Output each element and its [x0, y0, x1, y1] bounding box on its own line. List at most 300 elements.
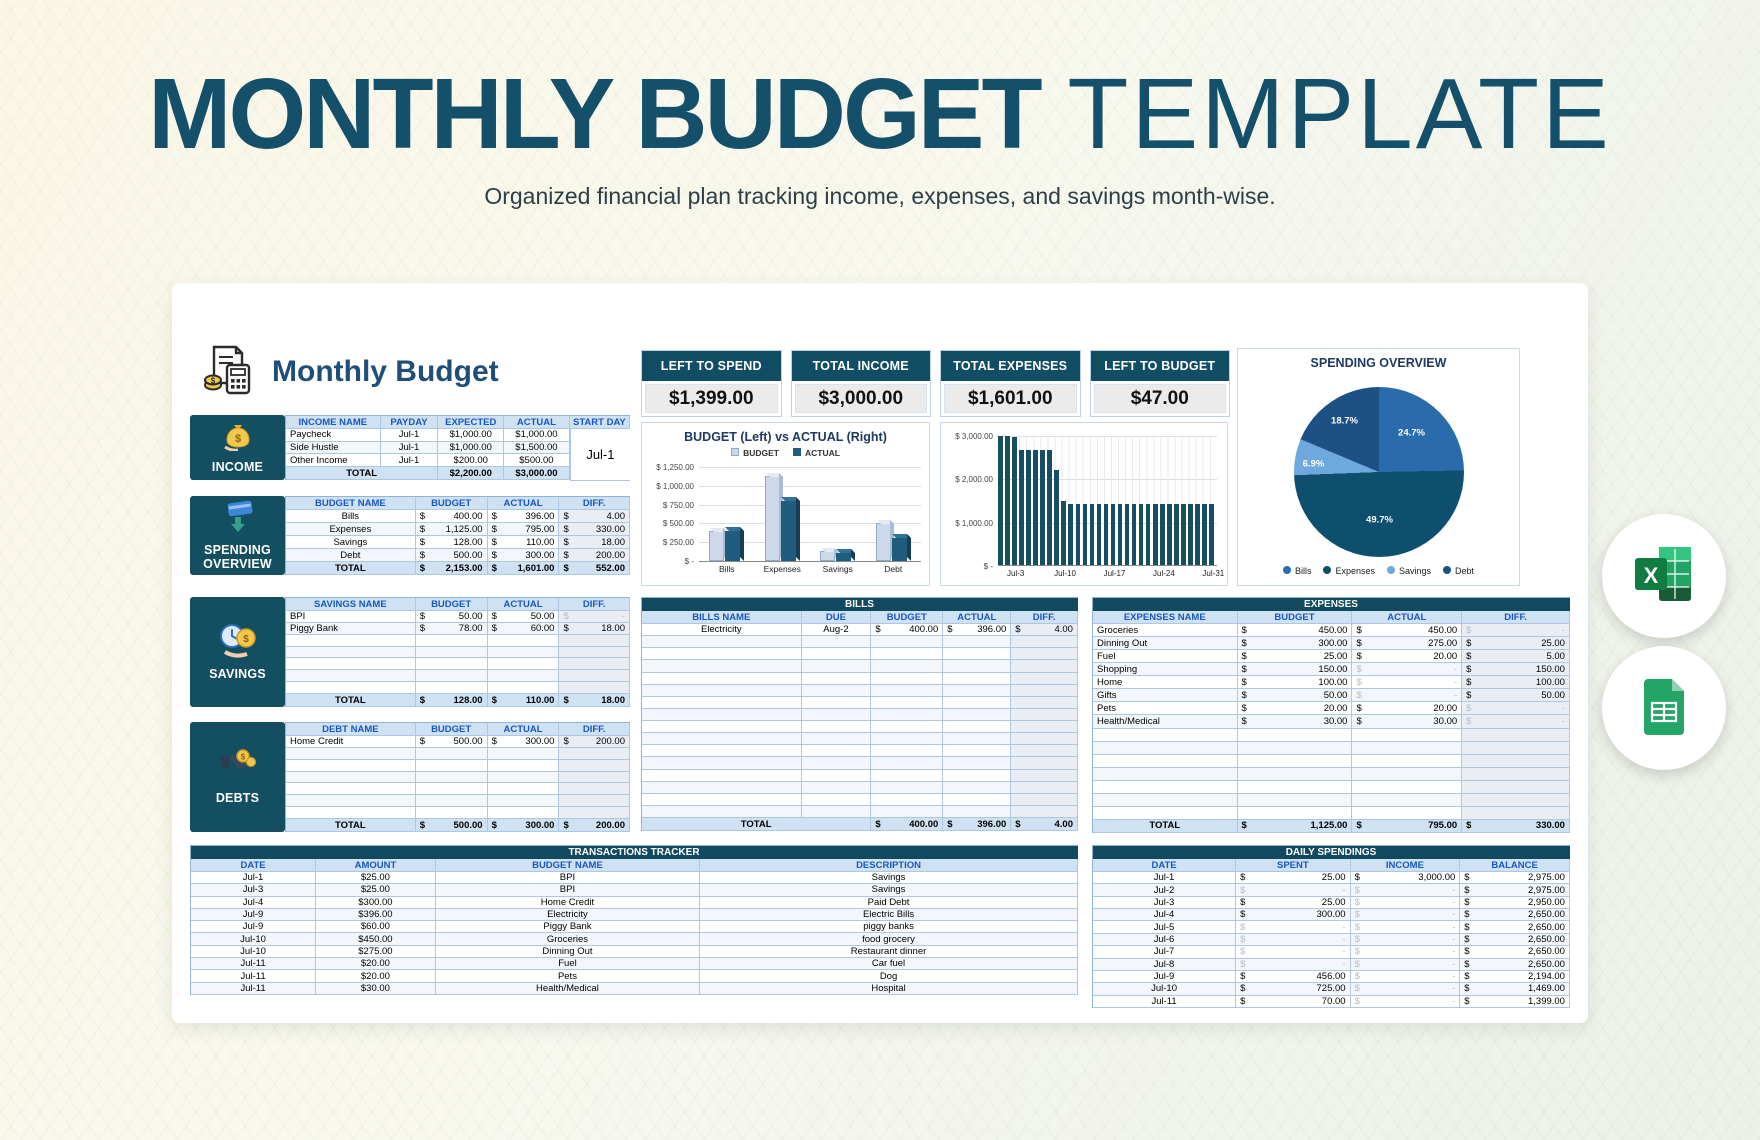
cell[interactable] — [488, 807, 560, 819]
cell[interactable] — [286, 748, 416, 760]
cell[interactable] — [559, 647, 630, 659]
cell[interactable] — [416, 807, 488, 819]
cell[interactable]: $ - — [1351, 971, 1461, 983]
cell[interactable]: Aug-2 — [802, 624, 872, 636]
cell[interactable] — [943, 685, 1011, 697]
cell[interactable] — [802, 757, 872, 769]
cell[interactable]: $ 5.00 — [1462, 650, 1570, 663]
cell[interactable] — [802, 685, 872, 697]
column-header[interactable]: BALANCE — [1460, 859, 1570, 872]
total-value[interactable]: $ 4.00 — [1011, 818, 1078, 831]
cell[interactable]: $ 300.00 — [488, 549, 560, 562]
cell[interactable]: $20.00 — [316, 958, 436, 970]
cell[interactable] — [488, 783, 560, 795]
column-header[interactable]: EXPENSES NAME — [1093, 611, 1238, 624]
total-value[interactable]: $ 795.00 — [1352, 820, 1462, 833]
total-label[interactable]: TOTAL — [642, 818, 871, 831]
cell[interactable] — [1011, 709, 1078, 721]
cell[interactable] — [416, 658, 488, 670]
cell[interactable] — [1352, 768, 1462, 781]
cell[interactable]: $ 396.00 — [943, 624, 1011, 636]
cell[interactable] — [642, 770, 802, 782]
cell[interactable]: $ 50.00 — [488, 611, 560, 623]
column-header[interactable]: INCOME NAME — [286, 416, 381, 429]
cell[interactable] — [1462, 742, 1570, 755]
cell[interactable]: $ 300.00 — [1236, 909, 1350, 921]
cell[interactable] — [1011, 636, 1078, 648]
cell[interactable]: BPI — [436, 872, 700, 884]
cell[interactable]: $396.00 — [316, 909, 436, 921]
cell[interactable]: Electric Bills — [700, 909, 1078, 921]
cell[interactable] — [1011, 770, 1078, 782]
cell[interactable]: Hospital — [700, 983, 1078, 995]
cell[interactable] — [1462, 768, 1570, 781]
cell[interactable] — [286, 783, 416, 795]
cell[interactable]: $ 2,650.00 — [1460, 934, 1570, 946]
cell[interactable] — [1238, 794, 1353, 807]
column-header[interactable]: BUDGET — [416, 723, 488, 736]
cell[interactable] — [416, 647, 488, 659]
column-header[interactable]: DIFF. — [559, 497, 630, 510]
cell[interactable] — [559, 635, 630, 647]
cell[interactable] — [1462, 781, 1570, 794]
cell[interactable] — [1352, 807, 1462, 820]
cell[interactable] — [871, 660, 943, 672]
cell[interactable]: Dinning Out — [1093, 637, 1238, 650]
cell[interactable] — [642, 733, 802, 745]
cell[interactable]: $ 150.00 — [1462, 663, 1570, 676]
cell[interactable] — [1011, 794, 1078, 806]
cell[interactable]: Jul-10 — [1093, 983, 1236, 995]
cell[interactable] — [943, 794, 1011, 806]
column-header[interactable]: BUDGET — [416, 497, 488, 510]
cell[interactable]: $ 2,650.00 — [1460, 946, 1570, 958]
column-header[interactable]: ACTUAL — [488, 497, 560, 510]
cell[interactable] — [559, 783, 630, 795]
cell[interactable]: $30.00 — [316, 983, 436, 995]
cell[interactable] — [642, 721, 802, 733]
cell[interactable]: Home — [1093, 676, 1238, 689]
cell[interactable]: Pets — [1093, 702, 1238, 715]
total-value[interactable]: $ 400.00 — [871, 818, 943, 831]
cell[interactable]: $ 30.00 — [1352, 715, 1462, 728]
cell[interactable]: $ - — [1236, 921, 1350, 933]
cell[interactable] — [871, 757, 943, 769]
cell[interactable] — [286, 635, 416, 647]
cell[interactable]: $ 300.00 — [488, 736, 560, 748]
cell[interactable] — [488, 682, 560, 694]
total-label[interactable]: TOTAL — [286, 467, 438, 480]
cell[interactable] — [488, 658, 560, 670]
cell[interactable] — [871, 673, 943, 685]
cell[interactable] — [642, 636, 802, 648]
cell[interactable] — [642, 685, 802, 697]
cell[interactable]: Electricity — [642, 624, 802, 636]
column-header[interactable]: DATE — [1093, 859, 1236, 872]
cell[interactable]: $ 50.00 — [1462, 689, 1570, 702]
cell[interactable] — [1462, 807, 1570, 820]
cell[interactable] — [416, 748, 488, 760]
cell[interactable]: $ 25.00 — [1238, 650, 1353, 663]
column-header[interactable]: DESCRIPTION — [700, 859, 1078, 872]
cell[interactable] — [1352, 729, 1462, 742]
cell[interactable] — [1238, 755, 1353, 768]
column-header[interactable]: INCOME — [1351, 859, 1461, 872]
cell[interactable] — [1462, 794, 1570, 807]
total-label[interactable]: TOTAL — [286, 562, 416, 575]
cell[interactable]: Groceries — [436, 933, 700, 945]
cell[interactable] — [802, 733, 872, 745]
cell[interactable]: $ 1,469.00 — [1460, 983, 1570, 995]
cell[interactable] — [1238, 742, 1353, 755]
cell[interactable]: $ 20.00 — [1238, 702, 1353, 715]
cell[interactable] — [642, 757, 802, 769]
cell[interactable] — [871, 782, 943, 794]
cell[interactable] — [559, 748, 630, 760]
cell[interactable] — [286, 658, 416, 670]
cell[interactable]: $ - — [1236, 934, 1350, 946]
cell[interactable] — [802, 745, 872, 757]
cell[interactable]: $ 2,975.00 — [1460, 884, 1570, 896]
cell[interactable]: Jul-11 — [1093, 996, 1236, 1008]
cell[interactable] — [802, 721, 872, 733]
cell[interactable]: $ - — [1351, 934, 1461, 946]
start-day-cell[interactable]: Jul-1 — [570, 429, 630, 481]
cell[interactable]: $ 450.00 — [1352, 624, 1462, 637]
cell[interactable]: $ - — [1352, 676, 1462, 689]
column-header[interactable]: ACTUAL — [1352, 611, 1462, 624]
cell[interactable]: $ 400.00 — [416, 510, 488, 523]
cell[interactable]: Piggy Bank — [286, 623, 416, 635]
cell[interactable]: $ 2,194.00 — [1460, 971, 1570, 983]
cell[interactable]: $60.00 — [316, 921, 436, 933]
column-header[interactable]: AMOUNT — [316, 859, 436, 872]
column-header[interactable]: DATE — [191, 859, 316, 872]
cell[interactable]: $ - — [1352, 663, 1462, 676]
cell[interactable]: $ 18.00 — [559, 536, 630, 549]
cell[interactable]: $ 70.00 — [1236, 996, 1350, 1008]
cell[interactable]: $1,000.00 — [504, 429, 570, 442]
cell[interactable]: $ 396.00 — [488, 510, 560, 523]
cell[interactable] — [286, 670, 416, 682]
cell[interactable]: Home Credit — [286, 736, 416, 748]
cell[interactable] — [416, 670, 488, 682]
column-header[interactable]: DIFF. — [559, 598, 630, 611]
cell[interactable]: Car fuel — [700, 958, 1078, 970]
column-header[interactable]: BUDGET — [416, 598, 488, 611]
cell[interactable] — [1011, 673, 1078, 685]
cell[interactable] — [559, 795, 630, 807]
cell[interactable]: Piggy Bank — [436, 921, 700, 933]
cell[interactable] — [871, 685, 943, 697]
cell[interactable]: $200.00 — [438, 454, 504, 467]
cell[interactable]: $ 18.00 — [559, 623, 630, 635]
total-value[interactable]: $ 18.00 — [559, 694, 630, 707]
cell[interactable]: $ 2,650.00 — [1460, 909, 1570, 921]
cell[interactable] — [559, 772, 630, 784]
cell[interactable] — [1011, 660, 1078, 672]
cell[interactable]: Other Income — [286, 454, 381, 467]
cell[interactable] — [943, 782, 1011, 794]
cell[interactable]: Side Hustle — [286, 442, 381, 455]
kpi-value[interactable]: $1,399.00 — [645, 384, 778, 413]
column-header[interactable]: SAVINGS NAME — [286, 598, 416, 611]
cell[interactable]: $ - — [1352, 689, 1462, 702]
cell[interactable]: Restaurant dinner — [700, 946, 1078, 958]
kpi-value[interactable]: $3,000.00 — [795, 384, 928, 413]
cell[interactable]: Jul-4 — [1093, 909, 1236, 921]
cell[interactable]: $ - — [1351, 959, 1461, 971]
cell[interactable]: $ 3,000.00 — [1351, 872, 1461, 884]
cell[interactable] — [802, 709, 872, 721]
cell[interactable]: $ 110.00 — [488, 536, 560, 549]
table-title-bar[interactable]: BILLS — [642, 598, 1078, 611]
cell[interactable] — [1011, 697, 1078, 709]
cell[interactable]: $ - — [1236, 959, 1350, 971]
cell[interactable]: $ - — [1351, 909, 1461, 921]
cell[interactable] — [642, 745, 802, 757]
total-value[interactable]: $ 552.00 — [559, 562, 630, 575]
google-sheets-app-badge[interactable] — [1602, 646, 1726, 770]
column-header[interactable]: EXPECTED — [438, 416, 504, 429]
total-value[interactable]: $ 110.00 — [488, 694, 560, 707]
cell[interactable] — [943, 648, 1011, 660]
cell[interactable]: $1,500.00 — [504, 442, 570, 455]
cell[interactable] — [416, 682, 488, 694]
cell[interactable] — [1011, 782, 1078, 794]
excel-app-badge[interactable] — [1602, 514, 1726, 638]
cell[interactable] — [1352, 755, 1462, 768]
total-value[interactable]: $ 1,125.00 — [1238, 820, 1353, 833]
cell[interactable] — [871, 770, 943, 782]
cell[interactable]: food grocery — [700, 933, 1078, 945]
cell[interactable] — [286, 682, 416, 694]
cell[interactable]: $ - — [1351, 983, 1461, 995]
cell[interactable] — [1093, 781, 1238, 794]
cell[interactable]: $ 1,125.00 — [416, 523, 488, 536]
cell[interactable] — [1011, 806, 1078, 818]
cell[interactable] — [802, 806, 872, 818]
cell[interactable] — [488, 635, 560, 647]
cell[interactable] — [943, 806, 1011, 818]
table-title-bar[interactable]: TRANSACTIONS TRACKER — [191, 846, 1078, 859]
total-label[interactable]: TOTAL — [1093, 820, 1238, 833]
cell[interactable]: $ 100.00 — [1238, 676, 1353, 689]
cell[interactable] — [286, 760, 416, 772]
cell[interactable]: Jul-3 — [191, 884, 316, 896]
cell[interactable]: $1,000.00 — [438, 442, 504, 455]
column-header[interactable]: DIFF. — [559, 723, 630, 736]
cell[interactable] — [488, 772, 560, 784]
cell[interactable]: $ 30.00 — [1238, 715, 1353, 728]
cell[interactable]: Jul-8 — [1093, 959, 1236, 971]
cell[interactable]: $ 795.00 — [488, 523, 560, 536]
cell[interactable] — [1011, 757, 1078, 769]
cell[interactable]: $ 4.00 — [559, 510, 630, 523]
cell[interactable] — [286, 647, 416, 659]
cell[interactable] — [1093, 807, 1238, 820]
cell[interactable]: Savings — [286, 536, 416, 549]
cell[interactable]: $ 2,975.00 — [1460, 872, 1570, 884]
cell[interactable]: Savings — [700, 884, 1078, 896]
cell[interactable] — [559, 682, 630, 694]
cell[interactable] — [802, 782, 872, 794]
cell[interactable] — [1093, 794, 1238, 807]
cell[interactable] — [1352, 794, 1462, 807]
cell[interactable]: Expenses — [286, 523, 416, 536]
cell[interactable] — [1238, 781, 1353, 794]
cell[interactable] — [1093, 755, 1238, 768]
cell[interactable] — [943, 733, 1011, 745]
cell[interactable]: $ 100.00 — [1462, 676, 1570, 689]
cell[interactable]: Jul-10 — [191, 946, 316, 958]
cell[interactable] — [416, 760, 488, 772]
cell[interactable]: $ - — [1351, 996, 1461, 1008]
cell[interactable] — [559, 760, 630, 772]
total-value[interactable]: $ 330.00 — [1462, 820, 1570, 833]
total-label[interactable]: TOTAL — [286, 694, 416, 707]
cell[interactable] — [559, 670, 630, 682]
cell[interactable] — [871, 794, 943, 806]
cell[interactable] — [802, 794, 872, 806]
cell[interactable] — [1011, 745, 1078, 757]
cell[interactable] — [802, 770, 872, 782]
cell[interactable]: Jul-9 — [191, 921, 316, 933]
cell[interactable] — [871, 733, 943, 745]
total-value[interactable]: $2,200.00 — [438, 467, 504, 480]
cell[interactable]: $500.00 — [504, 454, 570, 467]
cell[interactable]: Fuel — [436, 958, 700, 970]
cell[interactable] — [416, 795, 488, 807]
cell[interactable] — [943, 745, 1011, 757]
cell[interactable] — [642, 673, 802, 685]
cell[interactable] — [1238, 729, 1353, 742]
cell[interactable] — [416, 783, 488, 795]
cell[interactable]: $275.00 — [316, 946, 436, 958]
cell[interactable]: Jul-5 — [1093, 921, 1236, 933]
cell[interactable]: Dinning Out — [436, 946, 700, 958]
cell[interactable]: Jul-1 — [381, 454, 439, 467]
cell[interactable]: Groceries — [1093, 624, 1238, 637]
total-value[interactable]: $ 200.00 — [559, 819, 630, 832]
column-header[interactable]: ACTUAL — [943, 611, 1011, 624]
cell[interactable]: $ 200.00 — [559, 736, 630, 748]
cell[interactable]: Jul-11 — [191, 970, 316, 982]
cell[interactable]: Bills — [286, 510, 416, 523]
cell[interactable]: Paycheck — [286, 429, 381, 442]
total-value[interactable]: $ 128.00 — [416, 694, 488, 707]
cell[interactable] — [871, 806, 943, 818]
cell[interactable]: $ - — [1351, 897, 1461, 909]
cell[interactable]: Paid Debt — [700, 897, 1078, 909]
total-value[interactable]: $ 396.00 — [943, 818, 1011, 831]
column-header[interactable]: DIFF. — [1011, 611, 1078, 624]
cell[interactable]: Jul-11 — [191, 958, 316, 970]
total-value[interactable]: $ 500.00 — [416, 819, 488, 832]
cell[interactable] — [642, 794, 802, 806]
cell[interactable] — [802, 648, 872, 660]
cell[interactable]: Jul-9 — [191, 909, 316, 921]
column-header[interactable]: BUDGET — [871, 611, 943, 624]
cell[interactable]: $ 725.00 — [1236, 983, 1350, 995]
column-header[interactable]: SPENT — [1236, 859, 1350, 872]
cell[interactable] — [642, 697, 802, 709]
cell[interactable] — [642, 709, 802, 721]
cell[interactable] — [943, 721, 1011, 733]
cell[interactable]: $1,000.00 — [438, 429, 504, 442]
cell[interactable] — [871, 745, 943, 757]
cell[interactable]: $300.00 — [316, 897, 436, 909]
cell[interactable]: Jul-2 — [1093, 884, 1236, 896]
cell[interactable] — [1238, 807, 1353, 820]
cell[interactable]: $ 50.00 — [416, 611, 488, 623]
cell[interactable]: Jul-1 — [381, 442, 439, 455]
cell[interactable]: $ 2,650.00 — [1460, 921, 1570, 933]
column-header[interactable]: BUDGET NAME — [286, 497, 416, 510]
kpi-value[interactable]: $1,601.00 — [944, 384, 1077, 413]
cell[interactable]: $ 25.00 — [1236, 897, 1350, 909]
table-title-bar[interactable]: DAILY SPENDINGS — [1093, 846, 1570, 859]
cell[interactable] — [642, 782, 802, 794]
cell[interactable]: Fuel — [1093, 650, 1238, 663]
cell[interactable]: $20.00 — [316, 970, 436, 982]
cell[interactable]: Jul-9 — [1093, 971, 1236, 983]
cell[interactable] — [802, 660, 872, 672]
cell[interactable]: $ 128.00 — [416, 536, 488, 549]
cell[interactable]: piggy banks — [700, 921, 1078, 933]
cell[interactable]: $ - — [1351, 884, 1461, 896]
cell[interactable]: $ - — [559, 611, 630, 623]
cell[interactable] — [1011, 733, 1078, 745]
cell[interactable]: $25.00 — [316, 872, 436, 884]
column-header[interactable]: ACTUAL — [488, 723, 560, 736]
cell[interactable] — [1462, 755, 1570, 768]
cell[interactable] — [488, 670, 560, 682]
cell[interactable] — [943, 636, 1011, 648]
cell[interactable]: $ - — [1236, 884, 1350, 896]
cell[interactable]: $ 500.00 — [416, 549, 488, 562]
cell[interactable] — [416, 772, 488, 784]
cell[interactable] — [802, 673, 872, 685]
cell[interactable] — [871, 648, 943, 660]
cell[interactable] — [642, 648, 802, 660]
cell[interactable]: $ 456.00 — [1236, 971, 1350, 983]
cell[interactable] — [943, 660, 1011, 672]
cell[interactable]: Jul-10 — [191, 933, 316, 945]
cell[interactable] — [488, 748, 560, 760]
total-value[interactable]: $3,000.00 — [504, 467, 570, 480]
column-header[interactable]: ACTUAL — [504, 416, 570, 429]
cell[interactable] — [943, 770, 1011, 782]
cell[interactable]: Savings — [700, 872, 1078, 884]
cell[interactable]: Jul-7 — [1093, 946, 1236, 958]
cell[interactable] — [1093, 768, 1238, 781]
cell[interactable]: $ 2,650.00 — [1460, 959, 1570, 971]
cell[interactable]: $ - — [1462, 702, 1570, 715]
total-value[interactable]: $ 300.00 — [488, 819, 560, 832]
cell[interactable]: $ - — [1462, 624, 1570, 637]
cell[interactable]: $ - — [1462, 715, 1570, 728]
cell[interactable] — [943, 757, 1011, 769]
cell[interactable] — [1093, 742, 1238, 755]
cell[interactable]: Jul-6 — [1093, 934, 1236, 946]
cell[interactable] — [1352, 742, 1462, 755]
cell[interactable]: $ - — [1351, 921, 1461, 933]
cell[interactable] — [286, 772, 416, 784]
cell[interactable] — [943, 709, 1011, 721]
cell[interactable]: $ 60.00 — [488, 623, 560, 635]
cell[interactable]: $ 500.00 — [416, 736, 488, 748]
